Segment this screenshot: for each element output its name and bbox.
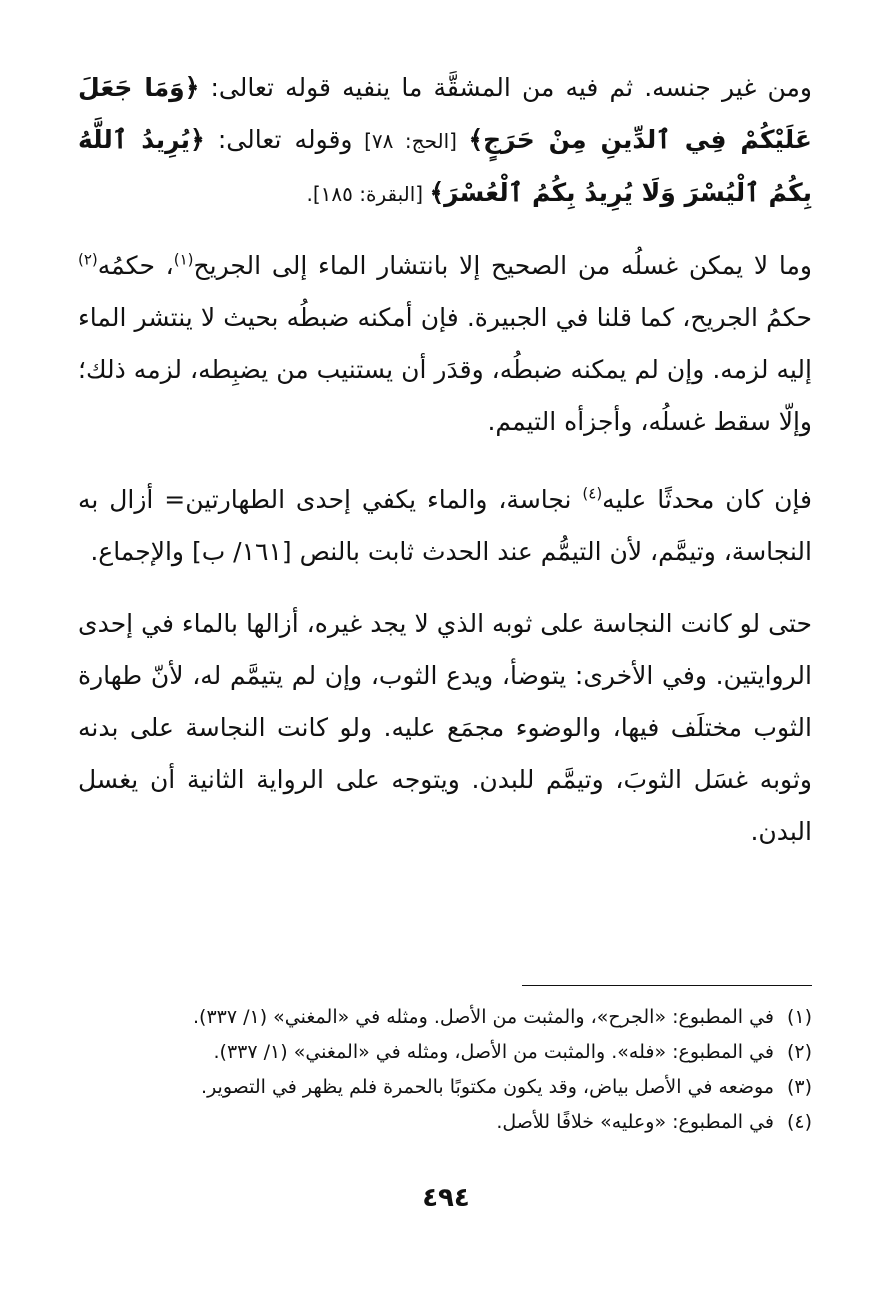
footnote-ref-4[interactable]: (٤) xyxy=(582,484,603,503)
paragraph-1-text-b: وقوله تعالى: xyxy=(204,125,353,154)
quran-verse-2: ﴿يُرِيدُ ٱللَّهُ بِكُمُ ٱلْيُسْرَ وَلَا يُرِيدُ بِكُمُ ٱلْعُسْرَ﴾ xyxy=(78,125,812,207)
footnote-1-number: (١) xyxy=(786,1006,812,1028)
footnote-1 xyxy=(78,1000,812,1035)
footnote-4-number: (٤) xyxy=(786,1111,812,1133)
paragraph-4: حتى لو كانت النجاسة على ثوبه الذي لا يجد غيره، أزالها بالماء في إحدى الروايتين. وفي الأخرى: يتوضأ، ويدع الثوب، وإن لم يتيمَّم له، لأنّ طهارة الثوب مختلَف فيها، والوضوء مجمَع عليه. ولو كانت النجاسة على بدنه وثوبه غسَل الثوبَ، وتيمَّم للبدن. ويتوجه على الرواية الثانية أن يغسل البدن. xyxy=(78,609,812,846)
verse-citation-2: [البقرة: ١٨٥]. xyxy=(306,182,430,206)
paragraph-2-text-c: حكمُ الجريح، كما قلنا في الجبيرة. فإن أمكنه ضبطُه بحيث لا ينتشر الماء إليه لزمه. وإن لم يمكنه ضبطُه، وقدَر أن يستنيب من يضبِطه، لزمه ذلك؛ وإلّا سقط غسلُه، وأجزأه التيمم. xyxy=(78,303,812,436)
footnote-ref-2[interactable]: (٢) xyxy=(78,250,98,269)
footnote-2 xyxy=(78,1035,812,1070)
footnote-3-number: (٣) xyxy=(786,1076,812,1098)
paragraph-3 xyxy=(78,474,812,578)
footnote-4-text: في المطبوع: «وعليه» خلافًا للأصل. xyxy=(496,1111,774,1133)
page-number: ٤٩٤ xyxy=(422,1183,470,1213)
paragraph-1-text-a: ومن غير جنسه. ثم فيه من المشقَّة ما ينفيه قوله تعالى: xyxy=(199,73,812,102)
paragraph-2 xyxy=(78,240,812,448)
footnote-1-text: في المطبوع: «الجرح»، والمثبت من الأصل. ومثله في «المغني» (١/ ٣٣٧). xyxy=(192,1006,774,1028)
footnote-2-number: (٢) xyxy=(786,1041,812,1063)
footnotes-section xyxy=(78,985,812,1140)
footnote-divider xyxy=(522,985,812,986)
paragraph-3-text-a: فإن كان محدثًا عليه xyxy=(602,485,812,514)
footnote-3-text: موضعه في الأصل بياض، وقد يكون مكتوبًا بالحمرة فلم يظهر في التصوير. xyxy=(201,1076,774,1098)
verse-citation-1: [الحج: ٧٨] xyxy=(352,129,469,153)
paragraph-2-text-b: ، حكمُه xyxy=(97,251,174,280)
paragraph-3-text-b: نجاسة، والماء يكفي إحدى الطهارتين= أزال به النجاسة، وتيمَّم، لأن التيمُّم عند الحدث ثابت بالنص [١٦١/ ب] والإجماع. xyxy=(78,485,812,566)
footnote-ref-1[interactable]: (١) xyxy=(173,250,194,269)
quran-verse-1: ﴿وَمَا جَعَلَ عَلَيْكُمْ فِي ٱلدِّينِ مِنْ حَرَجٍ﴾ xyxy=(78,73,813,154)
paragraph-2-text-a: وما لا يمكن غسلُه من الصحيح إلا بانتشار الماء إلى الجريح xyxy=(193,251,813,280)
paragraph-1 xyxy=(78,62,812,220)
footnote-2-text: في المطبوع: «فله». والمثبت من الأصل، ومثله في «المغني» (١/ ٣٣٧). xyxy=(213,1041,774,1063)
footnote-4 xyxy=(78,1105,812,1140)
footnote-3 xyxy=(78,1070,812,1105)
